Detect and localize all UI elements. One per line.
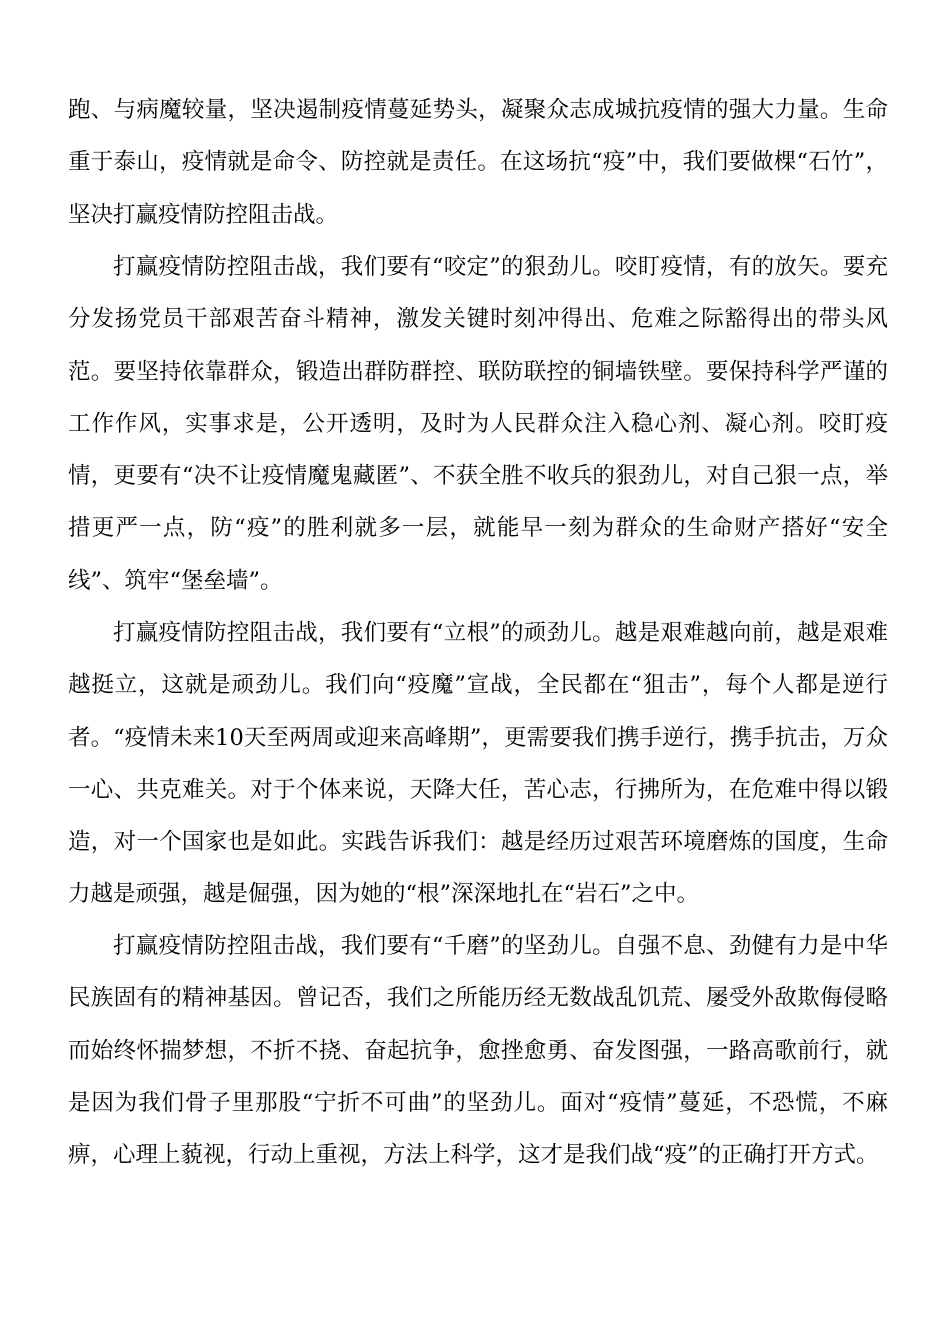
paragraph-tenacity: 打赢疫情防控阻击战，我们要有“立根”的顽劲儿。越是艰难越向前，越是艰难越挺立，这就是顽劲儿。我们向“疫魔”宣战，全民都在“狙击”，每个人都是逆行者。“疫情未来10天至两周或迎来高峰期”，更需要我们携手逆行，携手抗击，万众一心、共克难关。对于个体来说，天降大任，苦心志，行拂所为，在危难中得以锻造，对一个国家也是如此。实践告诉我们：越是经历过艰苦环境磨炼的国度，生命力越是顽强，越是倔强，因为她的“根”深深地扎在“岩石”之中。 — [68, 620, 888, 908]
paragraph-continuation: 跑、与病魔较量，坚决遏制疫情蔓延势头，凝聚众志成城抗疫情的强大力量。生命重于泰山，疫情就是命令、防控就是责任。在这场抗“疫”中，我们要做棵“石竹”，坚决打赢疫情防控阻击战。 — [68, 97, 888, 228]
paragraph-determination: 打赢疫情防控阻击战，我们要有“咬定”的狠劲儿。咬盯疫情，有的放矢。要充分发扬党员干部艰苦奋斗精神，激发关键时刻冲得出、危难之际豁得出的带头风范。要坚持依靠群众，锻造出群防群控、联防联控的铜墙铁壁。要保持科学严谨的工作作风，实事求是，公开透明，及时为人民群众注入稳心剂、凝心剂。咬盯疫情，更要有“决不让疫情魔鬼藏匿”、不获全胜不收兵的狠劲儿，对自己狠一点，举措更严一点，防“疫”的胜利就多一层，就能早一刻为群众的生命财产搭好“安全线”、筑牢“堡垒墙”。 — [68, 254, 888, 594]
paragraph-resilience: 打赢疫情防控阻击战，我们要有“千磨”的坚劲儿。自强不息、劲健有力是中华民族固有的精神基因。曾记否，我们之所能历经无数战乱饥荒、屡受外敌欺侮侵略而始终怀揣梦想，不折不挠、奋起抗争，愈挫愈勇、奋发图强，一路高歌前行，就是因为我们骨子里那股“宁折不可曲”的坚劲儿。面对“疫情”蔓延，不恐慌，不麻痹，心理上藐视，行动上重视，方法上科学，这才是我们战“疫”的正确打开方式。 — [68, 933, 888, 1169]
